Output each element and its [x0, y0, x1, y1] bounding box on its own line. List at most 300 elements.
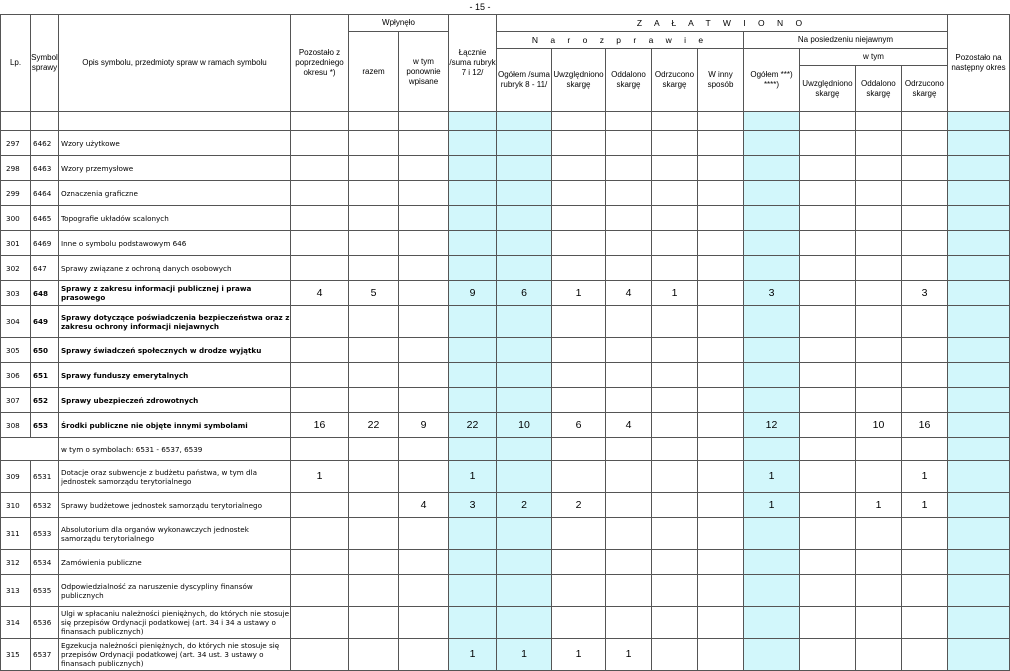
value-cell — [291, 639, 349, 671]
value-cell — [291, 231, 349, 256]
value-cell — [652, 156, 698, 181]
value-cell — [856, 575, 902, 607]
value-cell — [800, 461, 856, 493]
header-remaining-next: Pozostało na następny okres — [948, 15, 1010, 112]
value-cell: 4 — [606, 281, 652, 306]
row-symbol: 6469 — [31, 231, 59, 256]
statistics-table — [0, 14, 1010, 671]
empty-cell — [291, 438, 349, 461]
value-cell — [606, 493, 652, 518]
value-cell — [399, 156, 449, 181]
value-cell — [606, 607, 652, 639]
value-cell — [948, 131, 1010, 156]
table-row — [1, 413, 1010, 438]
table-row — [1, 461, 1010, 493]
value-cell — [291, 256, 349, 281]
row-symbol: 6537 — [31, 639, 59, 671]
value-cell: 10 — [497, 413, 552, 438]
value-cell — [497, 231, 552, 256]
value-cell — [698, 413, 744, 438]
value-cell — [800, 388, 856, 413]
value-cell — [652, 461, 698, 493]
header-description: Opis symbolu, przedmioty spraw w ramach symbolu — [59, 15, 291, 112]
value-cell — [902, 550, 948, 575]
value-cell — [652, 607, 698, 639]
value-cell — [497, 607, 552, 639]
row-lp: 313 — [1, 575, 31, 607]
value-cell — [399, 306, 449, 338]
value-cell — [744, 231, 800, 256]
value-cell — [902, 388, 948, 413]
value-cell — [856, 181, 902, 206]
value-cell — [856, 281, 902, 306]
value-cell — [744, 639, 800, 671]
value-cell — [349, 493, 399, 518]
value-cell — [948, 181, 1010, 206]
value-cell — [902, 131, 948, 156]
value-cell — [698, 639, 744, 671]
value-cell — [399, 461, 449, 493]
value-cell — [948, 493, 1010, 518]
row-description: Egzekucja należności pieniężnych, do których nie stosuje się przepisów Ordynacji podatkowej (art. 34 ust. 3 ustawy o finansach publicznych) — [59, 639, 291, 671]
value-cell — [349, 206, 399, 231]
value-cell: 1 — [652, 281, 698, 306]
value-cell — [800, 338, 856, 363]
header-dismissed2: Oddalono skargę — [856, 66, 902, 111]
reentered-label: ponownie wpisane — [406, 66, 441, 86]
value-cell — [349, 306, 399, 338]
value-cell — [948, 206, 1010, 231]
row-symbol: 6531 — [31, 461, 59, 493]
value-cell — [698, 306, 744, 338]
value-cell — [948, 607, 1010, 639]
row-lp: 308 — [1, 413, 31, 438]
value-cell — [291, 388, 349, 413]
value-cell — [497, 388, 552, 413]
value-cell — [449, 518, 497, 550]
row-symbol: 648 — [31, 281, 59, 306]
value-cell — [902, 575, 948, 607]
value-cell — [399, 639, 449, 671]
value-cell — [349, 231, 399, 256]
value-cell — [902, 156, 948, 181]
value-cell: 3 — [449, 493, 497, 518]
value-cell — [948, 306, 1010, 338]
table-row — [1, 231, 1010, 256]
value-cell — [902, 231, 948, 256]
value-cell — [800, 131, 856, 156]
empty-cell — [744, 438, 800, 461]
value-cell — [652, 256, 698, 281]
value-cell — [902, 306, 948, 338]
value-cell — [800, 281, 856, 306]
value-cell — [449, 206, 497, 231]
row-lp: 305 — [1, 338, 31, 363]
value-cell: 2 — [497, 493, 552, 518]
value-cell — [349, 550, 399, 575]
row-symbol: 653 — [31, 413, 59, 438]
value-cell — [902, 206, 948, 231]
header-spacer-row — [1, 112, 1010, 131]
value-cell — [552, 231, 606, 256]
value-cell — [800, 231, 856, 256]
value-cell — [552, 518, 606, 550]
value-cell — [652, 131, 698, 156]
table-row — [1, 518, 1010, 550]
empty-cell — [349, 438, 399, 461]
value-cell — [552, 306, 606, 338]
value-cell — [856, 256, 902, 281]
value-cell — [349, 156, 399, 181]
row-lp: 311 — [1, 518, 31, 550]
value-cell — [349, 518, 399, 550]
row-symbol: 6535 — [31, 575, 59, 607]
value-cell: 2 — [552, 493, 606, 518]
row-description: Odpowiedzialność za naruszenie dyscypliny finansów publicznych — [59, 575, 291, 607]
row-symbol: 650 — [31, 338, 59, 363]
header-in-closed: Na posiedzeniu niejawnym — [744, 32, 948, 49]
value-cell — [948, 413, 1010, 438]
value-cell: 1 — [449, 461, 497, 493]
row-lp: 299 — [1, 181, 31, 206]
value-cell — [856, 607, 902, 639]
header-received-reentered — [399, 32, 449, 112]
table-row — [1, 639, 1010, 671]
value-cell — [698, 131, 744, 156]
value-cell — [291, 338, 349, 363]
value-cell — [800, 413, 856, 438]
value-cell: 1 — [552, 281, 606, 306]
value-cell — [800, 518, 856, 550]
value-cell — [449, 131, 497, 156]
empty-cell — [399, 438, 449, 461]
value-cell — [497, 306, 552, 338]
value-cell — [698, 206, 744, 231]
value-cell — [349, 607, 399, 639]
row-description: Wzory użytkowe — [59, 131, 291, 156]
value-cell — [349, 461, 399, 493]
value-cell — [552, 363, 606, 388]
header-total-sum: Ogółem /suma rubryk 8 - 11/ — [497, 49, 552, 112]
value-cell — [606, 338, 652, 363]
value-cell — [856, 131, 902, 156]
value-cell — [449, 338, 497, 363]
value-cell — [652, 413, 698, 438]
value-cell — [652, 338, 698, 363]
value-cell — [948, 338, 1010, 363]
value-cell — [744, 575, 800, 607]
value-cell — [744, 338, 800, 363]
value-cell — [291, 575, 349, 607]
empty-cell — [497, 438, 552, 461]
value-cell — [552, 575, 606, 607]
value-cell — [800, 607, 856, 639]
header-closed-breakdown — [800, 49, 948, 112]
table-body — [1, 131, 1010, 671]
value-cell — [948, 231, 1010, 256]
value-cell — [652, 493, 698, 518]
row-lp: 307 — [1, 388, 31, 413]
value-cell — [349, 131, 399, 156]
value-cell — [291, 181, 349, 206]
header-total-closed: Ogółem ***) ****) — [744, 49, 800, 112]
row-lp: 312 — [1, 550, 31, 575]
value-cell — [291, 607, 349, 639]
value-cell — [399, 518, 449, 550]
table-row — [1, 181, 1010, 206]
value-cell: 22 — [349, 413, 399, 438]
value-cell — [399, 281, 449, 306]
row-description: Topografie układów scalonych — [59, 206, 291, 231]
row-description: Wzory przemysłowe — [59, 156, 291, 181]
value-cell — [399, 181, 449, 206]
row-lp: 314 — [1, 607, 31, 639]
row-lp: 298 — [1, 156, 31, 181]
value-cell: 4 — [606, 413, 652, 438]
value-cell — [606, 306, 652, 338]
row-lp: 309 — [1, 461, 31, 493]
row-lp: 303 — [1, 281, 31, 306]
value-cell — [449, 306, 497, 338]
value-cell — [497, 256, 552, 281]
value-cell — [744, 363, 800, 388]
value-cell — [399, 550, 449, 575]
value-cell — [497, 181, 552, 206]
table-row — [1, 338, 1010, 363]
row-description: Sprawy związane z ochroną danych osobowych — [59, 256, 291, 281]
value-cell — [856, 338, 902, 363]
value-cell — [552, 206, 606, 231]
value-cell — [552, 156, 606, 181]
header-upheld: Uwzględniono skargę — [552, 49, 606, 112]
value-cell — [399, 388, 449, 413]
value-cell — [552, 181, 606, 206]
table-header — [1, 15, 1010, 131]
row-lp: 301 — [1, 231, 31, 256]
value-cell — [291, 550, 349, 575]
value-cell — [856, 639, 902, 671]
value-cell — [902, 338, 948, 363]
value-cell — [948, 518, 1010, 550]
value-cell — [399, 231, 449, 256]
value-cell — [698, 550, 744, 575]
value-cell — [399, 338, 449, 363]
row-symbol: 649 — [31, 306, 59, 338]
value-cell — [744, 306, 800, 338]
value-cell: 1 — [497, 639, 552, 671]
header-symbol: Symbol sprawy — [31, 15, 59, 112]
value-cell — [552, 388, 606, 413]
value-cell: 6 — [552, 413, 606, 438]
value-cell — [449, 181, 497, 206]
value-cell — [497, 575, 552, 607]
value-cell — [698, 256, 744, 281]
value-cell: 1 — [291, 461, 349, 493]
value-cell: 1 — [902, 461, 948, 493]
row-description: Sprawy budżetowe jednostek samorządu terytorialnego — [59, 493, 291, 518]
header-sum: Łącznie /suma rubryk 7 i 12/ — [449, 15, 497, 112]
value-cell — [698, 338, 744, 363]
value-cell — [606, 131, 652, 156]
value-cell — [652, 181, 698, 206]
value-cell — [800, 206, 856, 231]
value-cell — [698, 518, 744, 550]
value-cell — [902, 181, 948, 206]
row-description: Dotacje oraz subwencje z budżetu państwa, w tym dla jednostek samorządu terytorialnego — [59, 461, 291, 493]
row-description: Zamówienia publiczne — [59, 550, 291, 575]
value-cell — [349, 575, 399, 607]
value-cell — [552, 461, 606, 493]
value-cell — [552, 256, 606, 281]
value-cell — [856, 306, 902, 338]
value-cell — [349, 338, 399, 363]
empty-cell — [948, 438, 1010, 461]
value-cell — [652, 518, 698, 550]
empty-cell — [652, 438, 698, 461]
value-cell — [399, 206, 449, 231]
value-cell — [856, 550, 902, 575]
table-row — [1, 281, 1010, 306]
value-cell — [449, 607, 497, 639]
value-cell — [652, 575, 698, 607]
row-symbol: 6534 — [31, 550, 59, 575]
value-cell — [291, 156, 349, 181]
empty-cell — [552, 438, 606, 461]
row-description: Sprawy ubezpieczeń zdrowotnych — [59, 388, 291, 413]
value-cell — [497, 550, 552, 575]
value-cell — [698, 461, 744, 493]
value-cell — [800, 363, 856, 388]
value-cell — [349, 363, 399, 388]
value-cell — [744, 388, 800, 413]
row-lp: 302 — [1, 256, 31, 281]
value-cell — [606, 550, 652, 575]
value-cell — [552, 550, 606, 575]
value-cell — [291, 518, 349, 550]
value-cell — [800, 575, 856, 607]
empty-cell — [902, 438, 948, 461]
value-cell — [800, 181, 856, 206]
value-cell — [948, 256, 1010, 281]
value-cell — [449, 388, 497, 413]
value-cell: 1 — [606, 639, 652, 671]
note-text: w tym o symbolach: 6531 - 6537, 6539 — [59, 438, 291, 461]
value-cell — [606, 461, 652, 493]
row-description: Sprawy świadczeń społecznych w drodze wyjątku — [59, 338, 291, 363]
table-row — [1, 607, 1010, 639]
value-cell — [902, 639, 948, 671]
value-cell — [948, 363, 1010, 388]
row-lp: 315 — [1, 639, 31, 671]
value-cell — [652, 231, 698, 256]
value-cell — [856, 363, 902, 388]
value-cell: 4 — [291, 281, 349, 306]
value-cell — [744, 156, 800, 181]
value-cell: 1 — [744, 493, 800, 518]
row-symbol: 652 — [31, 388, 59, 413]
value-cell — [698, 575, 744, 607]
value-cell — [948, 461, 1010, 493]
row-description: Sprawy z zakresu informacji publicznej i prawa prasowego — [59, 281, 291, 306]
value-cell: 1 — [449, 639, 497, 671]
value-cell: 22 — [449, 413, 497, 438]
value-cell — [856, 231, 902, 256]
empty-cell — [698, 438, 744, 461]
value-cell — [652, 363, 698, 388]
value-cell — [652, 550, 698, 575]
value-cell — [606, 518, 652, 550]
value-cell: 9 — [449, 281, 497, 306]
value-cell — [497, 338, 552, 363]
value-cell — [449, 231, 497, 256]
table-row — [1, 363, 1010, 388]
header-rejected2: Odrzucono skargę — [904, 78, 945, 98]
value-cell — [606, 181, 652, 206]
value-cell: 1 — [552, 639, 606, 671]
value-cell — [497, 156, 552, 181]
of-which2-label: w tym — [800, 49, 947, 66]
value-cell — [497, 461, 552, 493]
value-cell — [652, 639, 698, 671]
value-cell: 9 — [399, 413, 449, 438]
value-cell — [606, 206, 652, 231]
value-cell — [449, 550, 497, 575]
value-cell: 1 — [744, 461, 800, 493]
value-cell — [800, 493, 856, 518]
value-cell — [606, 363, 652, 388]
row-description: Sprawy dotyczące poświadczenia bezpieczeństwa oraz z zakresu ochrony informacji niejawnych — [59, 306, 291, 338]
table-row — [1, 493, 1010, 518]
value-cell — [349, 256, 399, 281]
value-cell — [399, 363, 449, 388]
value-cell — [800, 550, 856, 575]
value-cell — [349, 639, 399, 671]
value-cell — [497, 131, 552, 156]
value-cell — [744, 181, 800, 206]
value-cell — [902, 607, 948, 639]
value-cell: 5 — [349, 281, 399, 306]
value-cell: 12 — [744, 413, 800, 438]
row-symbol: 651 — [31, 363, 59, 388]
value-cell — [349, 181, 399, 206]
value-cell — [652, 206, 698, 231]
row-symbol: 6464 — [31, 181, 59, 206]
value-cell — [948, 639, 1010, 671]
value-cell — [948, 156, 1010, 181]
value-cell — [606, 156, 652, 181]
header-dismissed: Oddalono skargę — [606, 49, 652, 112]
value-cell — [606, 256, 652, 281]
value-cell — [497, 518, 552, 550]
header-received-total: razem — [349, 32, 399, 112]
value-cell — [856, 518, 902, 550]
row-symbol: 6465 — [31, 206, 59, 231]
value-cell — [856, 461, 902, 493]
value-cell: 10 — [856, 413, 902, 438]
value-cell — [349, 388, 399, 413]
value-cell — [948, 550, 1010, 575]
value-cell — [652, 306, 698, 338]
row-description: Inne o symbolu podstawowym 646 — [59, 231, 291, 256]
value-cell — [698, 156, 744, 181]
value-cell — [552, 131, 606, 156]
table-row — [1, 306, 1010, 338]
value-cell — [698, 493, 744, 518]
header-lp: Lp. — [1, 15, 31, 112]
header-received: Wpłynęło — [349, 15, 449, 32]
value-cell — [606, 575, 652, 607]
row-description: Środki publiczne nie objęte innymi symbolami — [59, 413, 291, 438]
